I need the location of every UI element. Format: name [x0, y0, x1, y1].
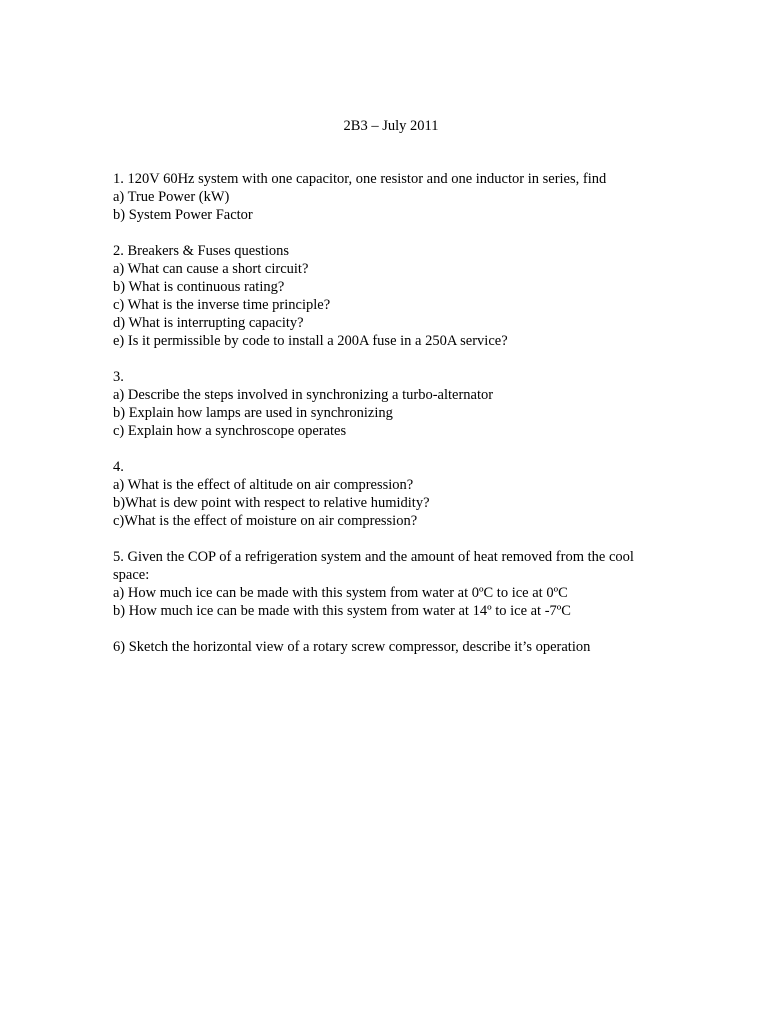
question-5-item-a: a) How much ice can be made with this system from water at 0ºC to ice at 0ºC: [113, 585, 568, 601]
question-3-item-c: c) Explain how a synchroscope operates: [113, 423, 347, 439]
question-6: [113, 638, 653, 656]
question-3: [113, 368, 653, 440]
question-2-item-b: b) What is continuous rating?: [113, 279, 285, 295]
question-list: [113, 170, 653, 674]
question-5-heading: 5. Given the COP of a refrigeration system and the amount of heat removed from the cool space:: [113, 549, 634, 583]
question-2-item-a: a) What can cause a short circuit?: [113, 261, 309, 277]
question-2-item-c: c) What is the inverse time principle?: [113, 297, 331, 313]
question-1: [113, 170, 653, 224]
question-4-item-c: c)What is the effect of moisture on air compression?: [113, 513, 418, 529]
question-4-item-b: b)What is dew point with respect to relative humidity?: [113, 495, 430, 511]
question-1-heading: 1. 120V 60Hz system with one capacitor, one resistor and one inductor in series, find: [113, 171, 607, 187]
question-1-item-b: b) System Power Factor: [113, 207, 253, 223]
question-3-item-b: b) Explain how lamps are used in synchronizing: [113, 405, 393, 421]
question-2: [113, 242, 653, 350]
question-2-heading: 2. Breakers & Fuses questions: [113, 243, 289, 259]
question-2-item-e: e) Is it permissible by code to install a 200A fuse in a 250A service?: [113, 333, 508, 349]
question-6-heading: 6) Sketch the horizontal view of a rotary screw compressor, describe it’s operation: [113, 639, 591, 655]
document-title: 2B3 – July 2011: [343, 118, 439, 134]
question-3-item-a: a) Describe the steps involved in synchronizing a turbo-alternator: [113, 387, 494, 403]
question-4-heading: 4.: [113, 459, 124, 475]
question-4: [113, 458, 653, 530]
question-3-heading: 3.: [113, 369, 124, 385]
question-5-item-b: b) How much ice can be made with this system from water at 14º to ice at -7ºC: [113, 603, 571, 619]
question-1-item-a: a) True Power (kW): [113, 189, 230, 205]
question-2-item-d: d) What is interrupting capacity?: [113, 315, 304, 331]
question-4-item-a: a) What is the effect of altitude on air compression?: [113, 477, 414, 493]
question-5: [113, 548, 653, 620]
